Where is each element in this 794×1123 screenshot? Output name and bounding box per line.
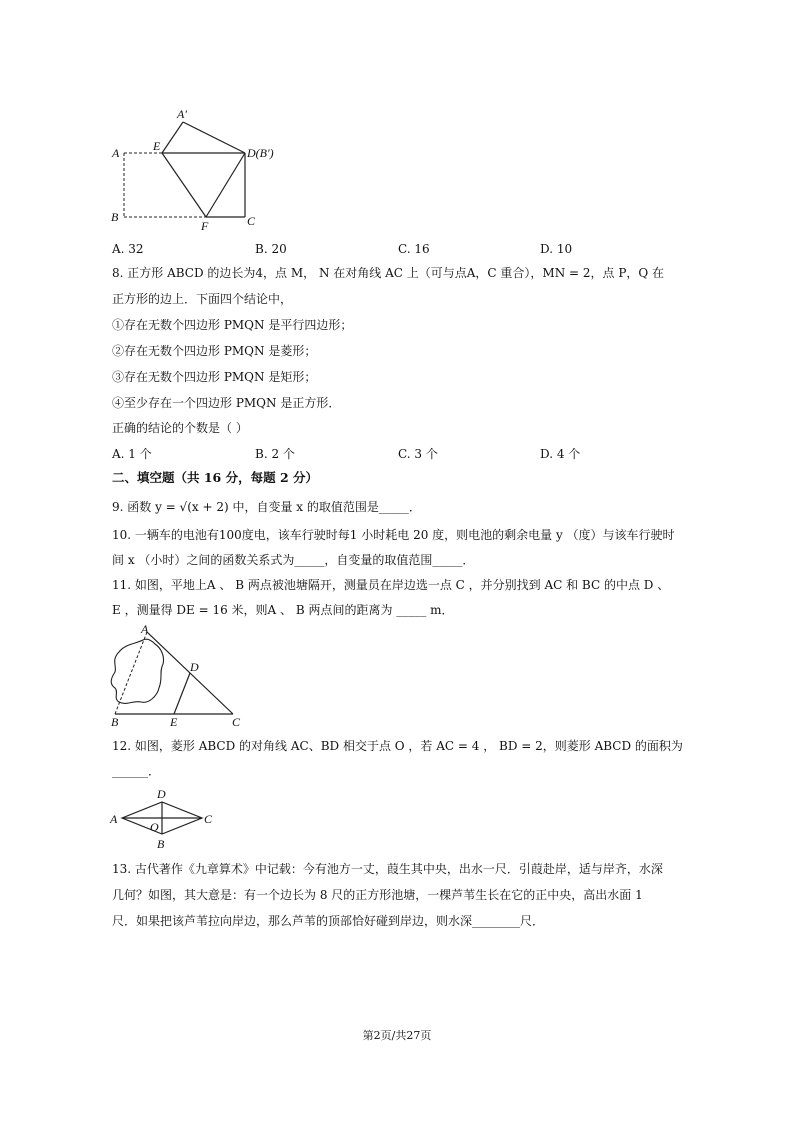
label-C: C <box>247 214 256 228</box>
figure-q11-pond-triangle <box>105 622 255 728</box>
label-D: D <box>157 787 166 801</box>
q11-line2: E ，测量得 DE = 16 米，则A 、 B 两点间的距离为 _____ m． <box>112 603 454 617</box>
q12-line1: 12. 如图，菱形 ABCD 的对角线 AC、BD 相交于点 O ，若 AC = 4 ， BD = 2，则菱形 ABCD 的面积为 <box>112 739 683 753</box>
q13-line3: 尺．如果把该芦苇拉向岸边，那么芦苇的顶部恰好碰到岸边，则水深________尺． <box>112 914 545 928</box>
page-footer: 第2页/共27页 <box>362 1029 432 1042</box>
label-E: E <box>170 715 178 728</box>
label-C: C <box>232 715 241 728</box>
label-B: B <box>111 715 119 728</box>
label-B: B <box>157 837 165 851</box>
edge-A1D <box>183 122 245 153</box>
q9-text: 9. 函数 y = √(x + 2) 中，自变量 x 的取值范围是_____． <box>112 500 421 514</box>
q8-stem-line2: 正方形的边上．下面四个结论中， <box>112 292 293 306</box>
label-O: O <box>150 820 159 834</box>
pond-shape <box>111 639 163 703</box>
label-B: B <box>111 210 119 224</box>
edge-FD <box>206 153 245 217</box>
edge-EF <box>162 153 206 217</box>
q8-question: 正确的结论的个数是（ ） <box>112 421 248 435</box>
figure-q12-rhombus <box>108 782 228 854</box>
label-A-prime: A′ <box>177 107 187 121</box>
q8-option-b: B. 2 个 <box>255 447 295 461</box>
q8-conclusion-4: ④至少存在一个四边形 PMQN 是正方形． <box>112 396 341 410</box>
q8-option-d: D. 4 个 <box>540 447 581 461</box>
label-E: E <box>153 139 161 153</box>
q11-line1: 11. 如图，平地上A 、 B 两点被池塘隔开，测量员在岸边选一点 C ，并分别找到 AC 和 BC 的中点 D 、 <box>112 578 670 592</box>
q8-stem-line1: 8. 正方形 ABCD 的边长为4，点 M， N 在对角线 AC 上（可与点A，C 重合），MN = 2，点 P，Q 在 <box>112 266 665 280</box>
q8-conclusion-1: ①存在无数个四边形 PMQN 是平行四边形； <box>112 318 353 332</box>
q13-line2: 几何？如图，其大意是：有一个边长为 8 尺的正方形池塘，一棵芦苇生长在它的正中央，高出水面 1 <box>112 888 643 902</box>
segment-DE <box>174 673 190 714</box>
q8-conclusion-3: ③存在无数个四边形 PMQN 是矩形； <box>112 370 317 384</box>
q7-option-a: A. 32 <box>112 242 144 256</box>
label-A: A <box>112 146 120 160</box>
edge-EA1 <box>162 122 183 153</box>
label-D-B-prime: D(B′) <box>247 146 274 160</box>
q12-line2: ______． <box>112 764 161 778</box>
q13-line1: 13. 古代著作《九章算术》中记载：今有池方一丈，葭生其中央，出水一尺．引葭赴岸，适与岸齐，水深 <box>112 862 663 876</box>
q8-option-a: A. 1 个 <box>112 447 152 461</box>
section-heading-fill-in: 二、填空题（共 16 分，每题 2 分） <box>112 470 319 485</box>
label-D: D <box>190 660 199 674</box>
q8-option-c: C. 3 个 <box>398 447 438 461</box>
label-C: C <box>204 812 213 826</box>
q7-option-b: B. 20 <box>255 242 287 256</box>
q8-conclusion-2: ②存在无数个四边形 PMQN 是菱形； <box>112 344 317 358</box>
q7-option-c: C. 16 <box>398 242 430 256</box>
q10-line2: 间 x （小时）之间的函数关系式为_____，自变量的取值范围_____． <box>112 553 475 567</box>
label-A: A <box>110 812 118 826</box>
q7-option-d: D. 10 <box>540 242 573 256</box>
q10-line1: 10. 一辆车的电池有100度电，该车行驶时每1 小时耗电 20 度，则电池的剩余电量 y （度）与该车行驶时 <box>112 528 675 542</box>
figure-q7-folded-rectangle <box>108 104 288 234</box>
label-A: A <box>141 622 149 636</box>
label-F: F <box>201 219 209 233</box>
